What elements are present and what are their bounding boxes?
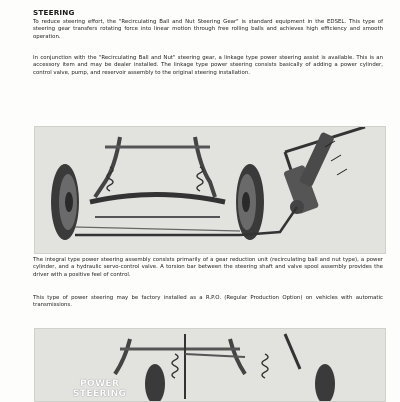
- paragraph-linkage-power-steering: In conjunction with the "Recirculating Ball and Nut" steering gear, a linkage type power steering assist is available. This is an accessory item and may be dealer installed. The linkage type power steering consists basically of adding a power cylinder, control valve, pump, and reservoir assembly to the original steering installation.: [33, 55, 383, 76]
- caption-line-2: STEERING: [73, 389, 127, 399]
- figure-power-steering-illustration: [34, 328, 386, 402]
- figure-linkage-steering-illustration: [34, 126, 386, 254]
- power-steering-caption: [73, 379, 126, 399]
- caption-line-1: POWER: [80, 379, 120, 389]
- paragraph-standard-steering: To reduce steering effort, the "Recirculating Ball and Nut Steering Gear" is standard equipment in the EDSEL. This type of steering gear transfers rotating force into linear motion through free rolling balls and achieves high efficiency and smooth operation.: [33, 19, 383, 40]
- section-heading: STEERING: [33, 8, 75, 17]
- paragraph-factory-option: This type of power steering may be factory installed as a R.P.O. (Regular Production Option) on vehicles with automatic transmissions.: [33, 295, 383, 309]
- paragraph-integral-power-steering: The integral type power steering assembly consists primarily of a gear reduction unit (recirculating ball and nut type), a power cylinder, and a hydraulic servo-control valve. A torsion bar between the steering shaft and valve spool assembly provides the driver with a positive feel of control.: [33, 257, 383, 278]
- front-suspension-drawing: [35, 127, 385, 253]
